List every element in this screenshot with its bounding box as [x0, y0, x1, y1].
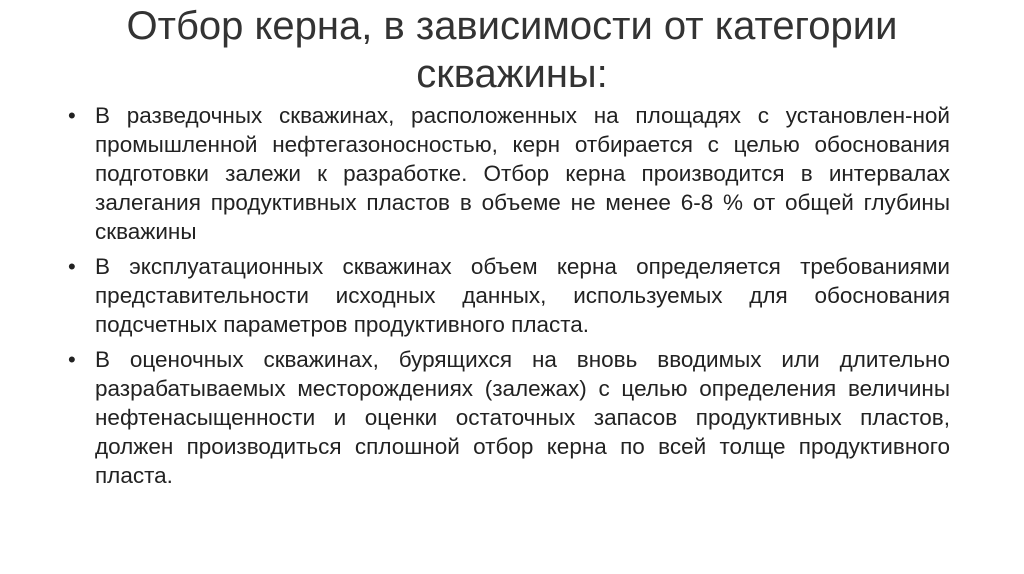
bullet-dot-icon: • [68, 103, 76, 128]
bullet-item [68, 345, 950, 490]
bullet-text: В оценочных скважинах, бурящихся на вновь вводимых или длительно разрабатываемых месторождениях (залежах) с целью определения величины нефтенасыщенности и оценки остаточных запасов продуктивных пластов, должен производиться сплошной отбор керна по всей толще продуктивного пласта. [95, 347, 950, 488]
bullet-item [68, 101, 950, 246]
bullet-text: В эксплуатационных скважинах объем керна определяется требованиями представительности исходных данных, используемых для обоснования подсчетных параметров продуктивного пласта. [95, 254, 950, 337]
bullet-text: В разведочных скважинах, расположенных на площадях с установлен-ной промышленной нефтегазоносностью, керн отбирается с целью обоснования подготовки залежи к разработке. Отбор керна производится в интервалах залегания продуктивных пластов в объеме не менее 6-8 % от общей глубины скважины [95, 103, 950, 244]
slide-title: Отбор керна, в зависимости от категории скважины: [126, 4, 898, 96]
bullet-dot-icon: • [68, 347, 76, 372]
bullet-list [68, 101, 950, 496]
bullet-item [68, 252, 950, 339]
bullet-dot-icon: • [68, 254, 76, 279]
